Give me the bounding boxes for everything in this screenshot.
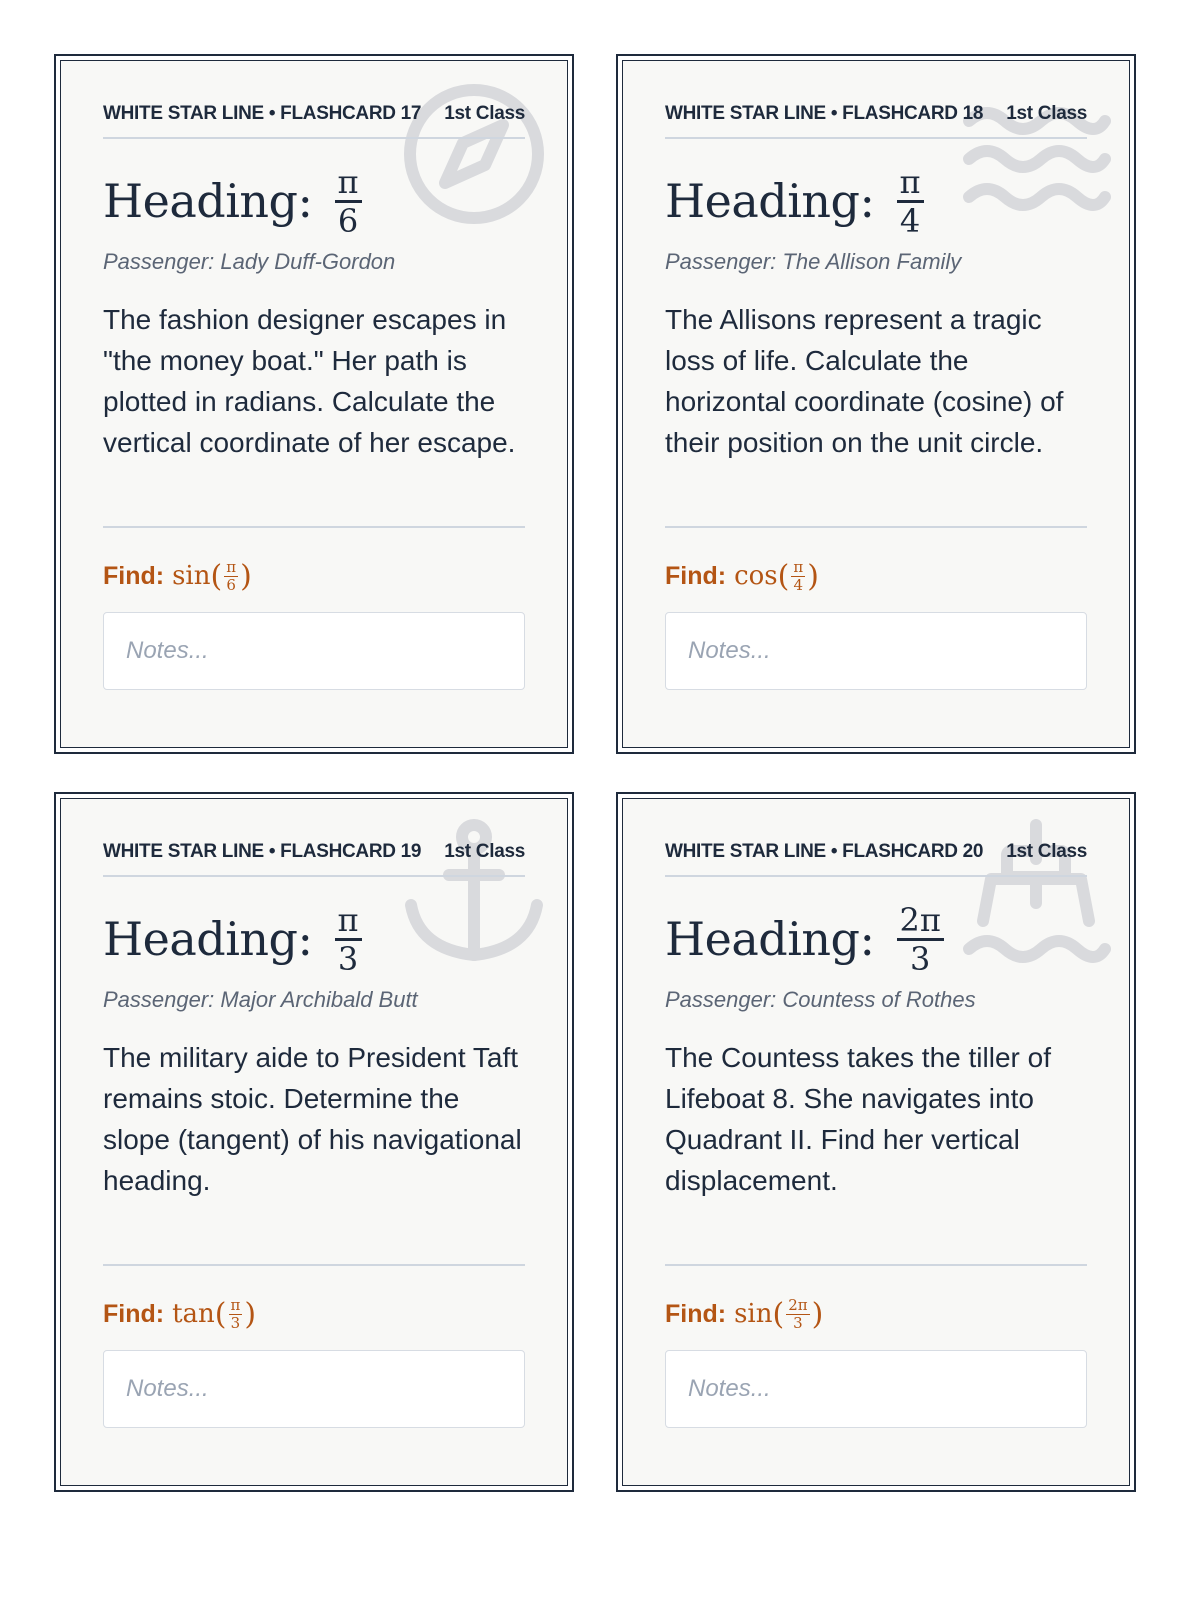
fraction-denominator: 4 xyxy=(899,201,921,240)
passenger-name: Passenger: Countess of Rothes xyxy=(665,987,976,1012)
trig-function: sin xyxy=(172,561,211,591)
open-paren: ( xyxy=(777,558,790,594)
flashcard-17 xyxy=(54,54,574,754)
fraction-numerator: 2π xyxy=(788,1295,808,1314)
heading-fraction xyxy=(335,162,362,240)
divider xyxy=(665,526,1087,528)
fraction-denominator: 4 xyxy=(793,575,804,594)
fraction-numerator: π xyxy=(226,557,237,576)
flashcard-body xyxy=(622,798,1130,1486)
card-description: The fashion designer escapes in "the money boat." Her path is plotted in radians. Calculate the vertical coordinate of her escape. xyxy=(103,304,516,458)
find-label: Find: xyxy=(665,561,727,590)
find-prompt xyxy=(665,556,1087,596)
notes-input[interactable] xyxy=(665,612,1087,690)
card-title: WHITE STAR LINE • FLASHCARD 19 xyxy=(103,841,422,862)
class-label: 1st Class xyxy=(444,841,525,862)
card-header xyxy=(665,101,1087,139)
heading-fraction xyxy=(897,900,944,978)
fraction-denominator: 3 xyxy=(910,939,931,978)
fraction-numerator: 2π xyxy=(897,904,944,941)
class-label: 1st Class xyxy=(444,103,525,124)
divider xyxy=(103,1264,525,1266)
class-label: 1st Class xyxy=(1006,841,1087,862)
open-paren: ( xyxy=(210,558,223,594)
heading-label: Heading: xyxy=(103,912,313,966)
heading xyxy=(665,901,1087,977)
flashcard-19 xyxy=(54,792,574,1492)
fraction-denominator: 6 xyxy=(226,575,236,594)
heading xyxy=(103,163,525,239)
notes-input[interactable] xyxy=(103,1350,525,1428)
fraction-numerator: π xyxy=(335,166,362,203)
heading-fraction xyxy=(897,162,924,240)
fraction-numerator: π xyxy=(335,904,362,941)
heading xyxy=(665,163,1087,239)
card-title: WHITE STAR LINE • FLASHCARD 18 xyxy=(665,103,984,124)
find-label: Find: xyxy=(103,1299,165,1328)
heading-label: Heading: xyxy=(665,912,875,966)
find-prompt xyxy=(665,1294,1087,1334)
trig-function: cos xyxy=(734,561,778,591)
flashcard-18 xyxy=(616,54,1136,754)
card-description: The Countess takes the tiller of Lifeboat 8. She navigates into Quadrant II. Find her vertical displacement. xyxy=(665,1042,1051,1196)
trig-function: sin xyxy=(734,1299,773,1329)
close-paren: ) xyxy=(807,558,819,594)
fraction-denominator: 3 xyxy=(230,1313,241,1332)
find-fraction xyxy=(224,557,238,594)
card-title: WHITE STAR LINE • FLASHCARD 17 xyxy=(103,103,422,124)
find-fraction xyxy=(229,1295,243,1332)
class-label: 1st Class xyxy=(1006,103,1087,124)
passenger-name: Passenger: Major Archibald Butt xyxy=(103,987,418,1012)
passenger-name: Passenger: The Allison Family xyxy=(665,249,962,274)
find-fraction xyxy=(786,1295,809,1332)
heading-label: Heading: xyxy=(103,174,313,228)
find-prompt xyxy=(103,1294,525,1334)
card-description: The military aide to President Taft remains stoic. Determine the slope (tangent) of his navigational heading. xyxy=(103,1042,522,1196)
card-title: WHITE STAR LINE • FLASHCARD 20 xyxy=(665,841,984,862)
flashcard-body xyxy=(60,60,568,748)
find-label: Find: xyxy=(665,1299,727,1328)
notes-input[interactable] xyxy=(665,1350,1087,1428)
notes-input[interactable] xyxy=(103,612,525,690)
flashcard-body xyxy=(622,60,1130,748)
close-paren: ) xyxy=(240,558,252,594)
card-description: The Allisons represent a tragic loss of life. Calculate the horizontal coordinate (cosine) of their position on the unit circle. xyxy=(665,304,1064,458)
passenger-name: Passenger: Lady Duff-Gordon xyxy=(103,249,396,274)
fraction-denominator: 3 xyxy=(793,1313,803,1332)
heading xyxy=(103,901,525,977)
find-fraction xyxy=(791,557,805,594)
fraction-denominator: 6 xyxy=(337,201,359,240)
flashcard-20 xyxy=(616,792,1136,1492)
fraction-numerator: π xyxy=(793,557,804,576)
flashcard-body xyxy=(60,798,568,1486)
heading-label: Heading: xyxy=(665,174,875,228)
fraction-denominator: 3 xyxy=(337,939,359,978)
card-header xyxy=(103,839,525,877)
trig-function: tan xyxy=(172,1299,215,1329)
heading-fraction xyxy=(335,900,362,978)
close-paren: ) xyxy=(244,1296,257,1332)
card-header xyxy=(103,101,525,139)
divider xyxy=(665,1264,1087,1266)
find-label: Find: xyxy=(103,561,165,590)
close-paren: ) xyxy=(811,1296,824,1332)
fraction-numerator: π xyxy=(897,166,924,203)
divider xyxy=(103,526,525,528)
open-paren: ( xyxy=(214,1296,227,1332)
card-header xyxy=(665,839,1087,877)
fraction-numerator: π xyxy=(230,1295,241,1314)
find-prompt xyxy=(103,556,525,596)
open-paren: ( xyxy=(772,1296,785,1332)
